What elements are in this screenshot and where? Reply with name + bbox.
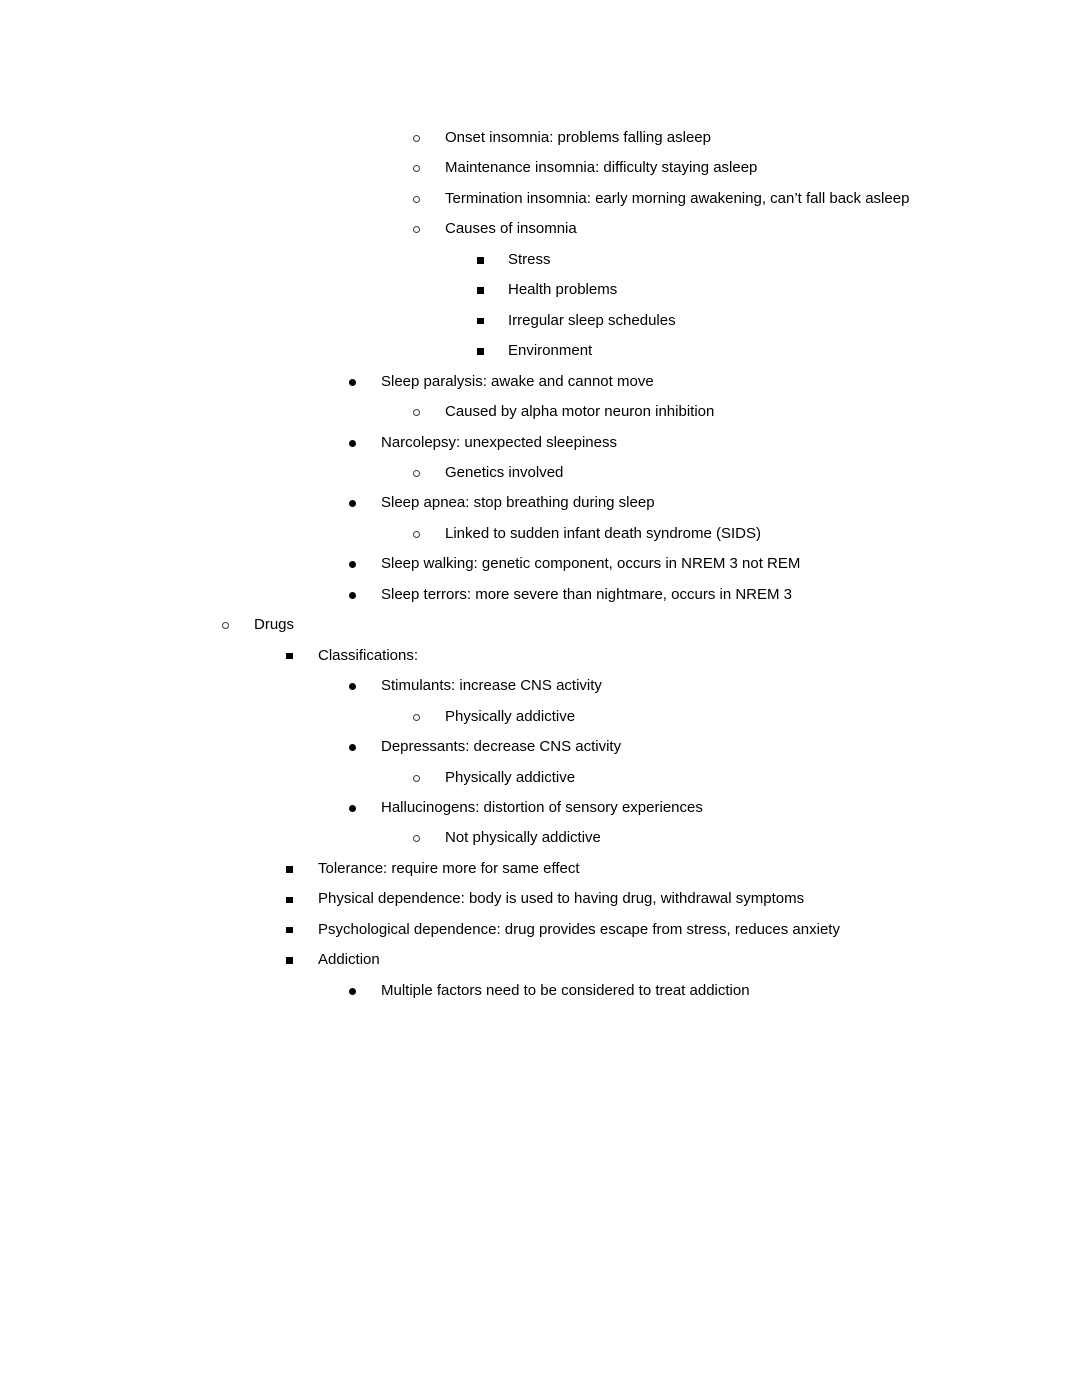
list-item-text: Physical dependence: body is used to having drug, withdrawal symptoms bbox=[318, 890, 805, 908]
list-item-text: Hallucinogens: distortion of sensory experiences bbox=[381, 798, 703, 816]
list-item bbox=[0, 671, 953, 701]
list-item bbox=[0, 793, 953, 823]
list-item bbox=[0, 245, 953, 275]
bullet-circle-icon bbox=[413, 226, 420, 233]
list-item-text: Sleep terrors: more severe than nightmare, occurs in NREM 3 bbox=[381, 585, 792, 603]
bullet-circle-icon bbox=[413, 775, 420, 782]
list-item bbox=[0, 336, 953, 366]
list-item-text: Physically addictive bbox=[445, 707, 576, 725]
list-item-text: Onset insomnia: problems falling asleep bbox=[445, 129, 711, 146]
list-item-text: Addiction bbox=[318, 951, 380, 969]
list-item bbox=[0, 641, 953, 671]
list-item bbox=[0, 367, 953, 397]
list-item bbox=[0, 823, 953, 853]
list-item bbox=[0, 184, 953, 214]
bullet-square-icon bbox=[286, 957, 293, 964]
bullet-disc-icon bbox=[349, 379, 356, 386]
list-item-text: Multiple factors need to be considered to treat addiction bbox=[381, 981, 750, 999]
bullet-disc-icon bbox=[349, 988, 356, 995]
list-item bbox=[0, 854, 953, 884]
bullet-disc-icon bbox=[349, 440, 356, 447]
list-item-text: Health problems bbox=[508, 281, 618, 299]
list-item-text: Psychological dependence: drug provides escape from stress, reduces anxiety bbox=[318, 920, 840, 938]
bullet-square-icon bbox=[286, 897, 293, 904]
list-item-text: Termination insomnia: early morning awakening, can’t fall back asleep bbox=[445, 189, 910, 207]
bullet-circle-icon bbox=[222, 622, 229, 629]
bullet-circle-icon bbox=[413, 835, 420, 842]
list-item bbox=[0, 884, 953, 914]
bullet-disc-icon bbox=[349, 683, 356, 690]
list-item-text: Sleep paralysis: awake and cannot move bbox=[381, 372, 654, 390]
bullet-circle-icon bbox=[413, 470, 420, 477]
list-item bbox=[0, 702, 953, 732]
list-item bbox=[0, 428, 953, 458]
list-item bbox=[0, 580, 953, 610]
list-item-text: Irregular sleep schedules bbox=[508, 311, 676, 329]
list-item bbox=[0, 306, 953, 336]
list-item-text: Stress bbox=[508, 250, 551, 268]
list-item-text: Causes of insomnia bbox=[445, 220, 577, 238]
list-item bbox=[0, 519, 953, 549]
list-item-text: Genetics involved bbox=[445, 463, 564, 481]
bullet-square-icon bbox=[477, 348, 484, 355]
bullet-circle-icon bbox=[413, 714, 420, 721]
list-item bbox=[0, 214, 953, 244]
bullet-disc-icon bbox=[349, 744, 356, 751]
bullet-square-icon bbox=[286, 653, 293, 660]
list-item bbox=[0, 153, 953, 183]
bullet-disc-icon bbox=[349, 592, 356, 599]
list-item-text: Stimulants: increase CNS activity bbox=[381, 677, 602, 695]
bullet-circle-icon bbox=[413, 531, 420, 538]
list-item-text: Classifications: bbox=[318, 646, 419, 664]
bullet-square-icon bbox=[286, 866, 293, 873]
list-item-text: Maintenance insomnia: difficulty staying asleep bbox=[445, 159, 758, 177]
list-item bbox=[0, 610, 953, 640]
list-item-text: Caused by alpha motor neuron inhibition bbox=[445, 403, 715, 421]
list-item bbox=[0, 732, 953, 762]
list-item-text: Physically addictive bbox=[445, 768, 576, 786]
list-item-text: Narcolepsy: unexpected sleepiness bbox=[381, 433, 617, 451]
bullet-square-icon bbox=[477, 287, 484, 294]
list-item-text: Depressants: decrease CNS activity bbox=[381, 738, 622, 756]
list-item bbox=[0, 397, 953, 427]
list-item bbox=[0, 123, 953, 153]
bullet-disc-icon bbox=[349, 561, 356, 568]
list-item bbox=[0, 915, 953, 945]
bullet-square-icon bbox=[477, 257, 484, 264]
list-item-text: Environment bbox=[508, 342, 593, 360]
list-item bbox=[0, 275, 953, 305]
bullet-square-icon bbox=[286, 927, 293, 934]
list-item bbox=[0, 488, 953, 518]
list-item-text: Sleep apnea: stop breathing during sleep bbox=[381, 494, 655, 512]
list-item bbox=[0, 549, 953, 579]
bullet-circle-icon bbox=[413, 165, 420, 172]
list-item bbox=[0, 763, 953, 793]
list-item-text: Linked to sudden infant death syndrome (SIDS) bbox=[445, 524, 762, 542]
list-item-text: Tolerance: require more for same effect bbox=[318, 859, 580, 877]
list-item bbox=[0, 458, 953, 488]
bullet-square-icon bbox=[477, 318, 484, 325]
bullet-circle-icon bbox=[413, 196, 420, 203]
list-item-text: Not physically addictive bbox=[445, 829, 601, 847]
list-item-text: Drugs bbox=[254, 616, 295, 634]
list-item bbox=[0, 945, 953, 975]
bullet-disc-icon bbox=[349, 500, 356, 507]
bullet-disc-icon bbox=[349, 805, 356, 812]
list-item-text: Sleep walking: genetic component, occurs in NREM 3 not REM bbox=[381, 555, 801, 573]
list-item bbox=[0, 976, 953, 1006]
bullet-circle-icon bbox=[413, 409, 420, 416]
bullet-circle-icon bbox=[413, 135, 420, 142]
